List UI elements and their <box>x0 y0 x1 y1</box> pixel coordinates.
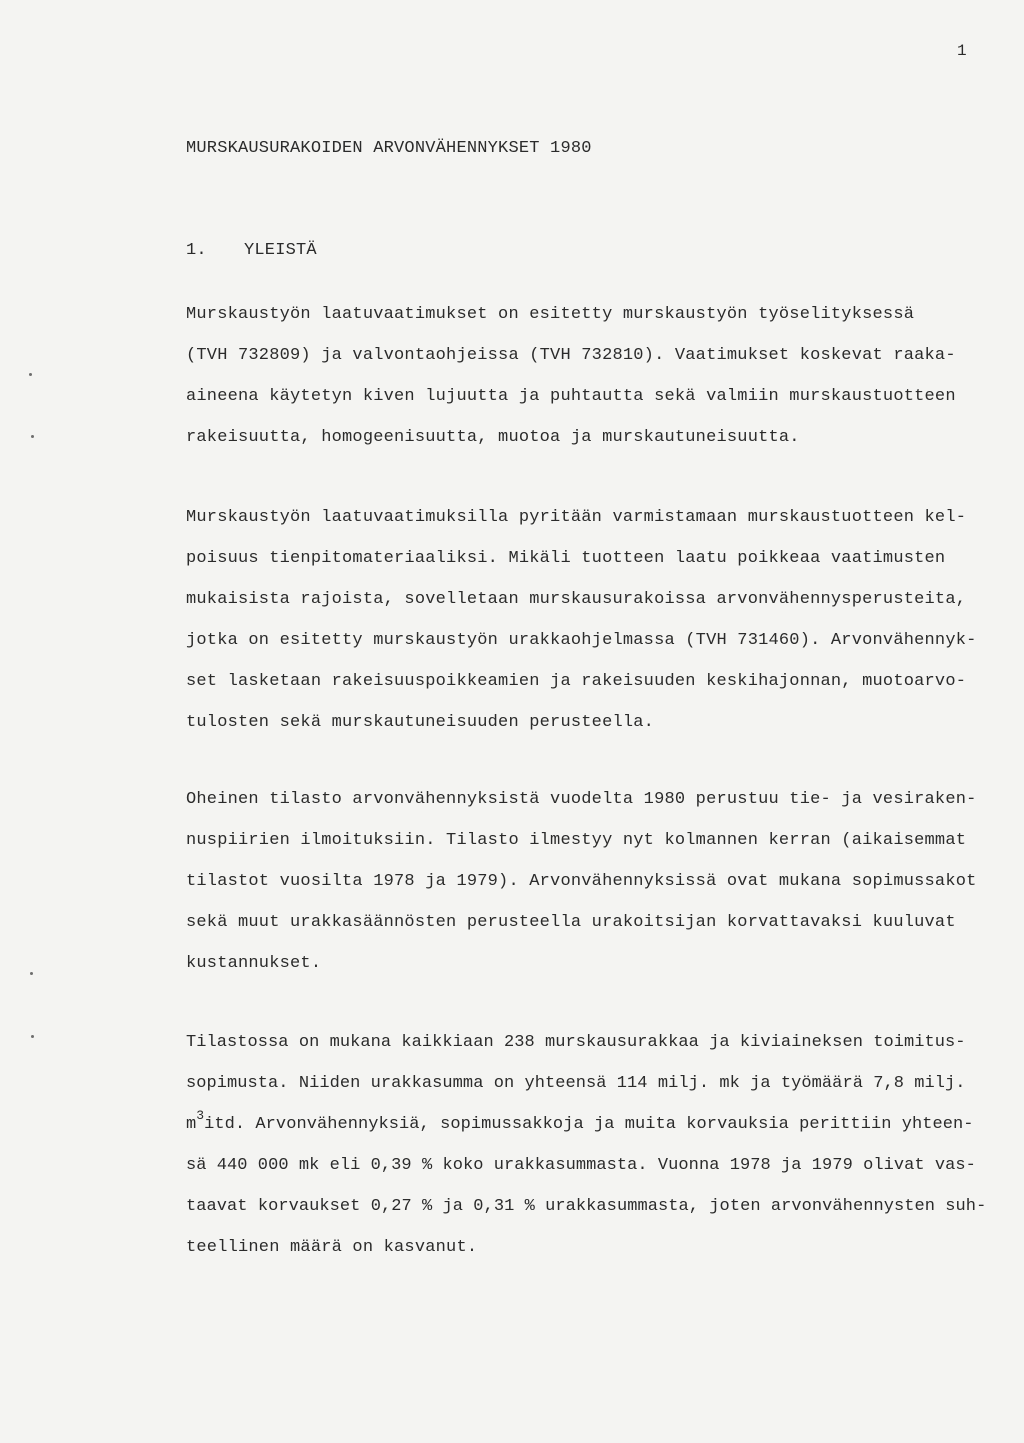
paragraph-line: tilastot vuosilta 1978 ja 1979). Arvonvähennyksissä ovat mukana sopimussakot <box>186 872 977 891</box>
scan-speck <box>29 373 32 376</box>
paragraph-line: teellinen määrä on kasvanut. <box>186 1238 478 1257</box>
unit-superscript: 3 <box>196 1108 205 1123</box>
paragraph-2 <box>186 497 977 743</box>
paragraph-1 <box>186 294 956 458</box>
paragraph-line: Oheinen tilasto arvonvähennyksistä vuodelta 1980 perustuu tie- ja vesiraken- <box>186 790 977 809</box>
section-title: YLEISTÄ <box>244 241 317 260</box>
scan-speck <box>30 972 33 975</box>
paragraph-line: kustannukset. <box>186 954 322 973</box>
document-title: MURSKAUSURAKOIDEN ARVONVÄHENNYKSET 1980 <box>186 139 592 158</box>
paragraph-line: rakeisuutta, homogeenisuutta, muotoa ja murskautuneisuutta. <box>186 428 800 447</box>
paragraph-line: nuspiirien ilmoituksiin. Tilasto ilmestyy nyt kolmannen kerran (aikaisemmat <box>186 831 967 850</box>
paragraph-line: Tilastossa on mukana kaikkiaan 238 murskausurakkaa ja kiviaineksen toimitus- <box>186 1033 966 1052</box>
paragraph-line: sekä muut urakkasäännösten perusteella urakoitsijan korvattavaksi kuuluvat <box>186 913 956 932</box>
paragraph-line: (TVH 732809) ja valvontaohjeissa (TVH 732810). Vaatimukset koskevat raaka- <box>186 346 956 365</box>
paragraph-line: taavat korvaukset 0,27 % ja 0,31 % urakkasummasta, joten arvonvähennysten suh- <box>186 1197 987 1216</box>
paragraph-line: sä 440 000 mk eli 0,39 % koko urakkasummasta. Vuonna 1978 ja 1979 olivat vas- <box>186 1156 976 1175</box>
paragraph-3 <box>186 779 977 984</box>
section-number: 1. <box>186 241 207 260</box>
paragraph-line: aineena käytetyn kiven lujuutta ja puhtautta sekä valmiin murskaustuotteen <box>186 387 956 406</box>
paragraph-line-with-unit <box>186 1104 986 1145</box>
unit-text: m <box>186 1115 197 1134</box>
page-number: 1 <box>957 42 967 60</box>
scan-speck <box>31 435 34 438</box>
section-heading <box>186 241 317 260</box>
paragraph-line: poisuus tienpitomateriaaliksi. Mikäli tuotteen laatu poikkeaa vaatimusten <box>186 549 946 568</box>
paragraph-line: jotka on esitetty murskaustyön urakkaohjelmassa (TVH 731460). Arvonvähennyk- <box>186 631 977 650</box>
paragraph-line: sopimusta. Niiden urakkasumma on yhteensä 114 milj. mk ja työmäärä 7,8 milj. <box>186 1074 966 1093</box>
line-rest: itd. Arvonvähennyksiä, sopimussakkoja ja muita korvauksia perittiin yhteen- <box>204 1115 974 1134</box>
paragraph-line: tulosten sekä murskautuneisuuden perusteella. <box>186 713 655 732</box>
scan-speck <box>31 1035 34 1038</box>
paragraph-line: Murskaustyön laatuvaatimukset on esitetty murskaustyön työselityksessä <box>186 305 915 324</box>
paragraph-line: set lasketaan rakeisuuspoikkeamien ja rakeisuuden keskihajonnan, muotoarvo- <box>186 672 967 691</box>
paragraph-line: Murskaustyön laatuvaatimuksilla pyritään varmistamaan murskaustuotteen kel- <box>186 508 967 527</box>
paragraph-4 <box>186 1022 986 1268</box>
paragraph-line: mukaisista rajoista, sovelletaan murskausurakoissa arvonvähennysperusteita, <box>186 590 967 609</box>
